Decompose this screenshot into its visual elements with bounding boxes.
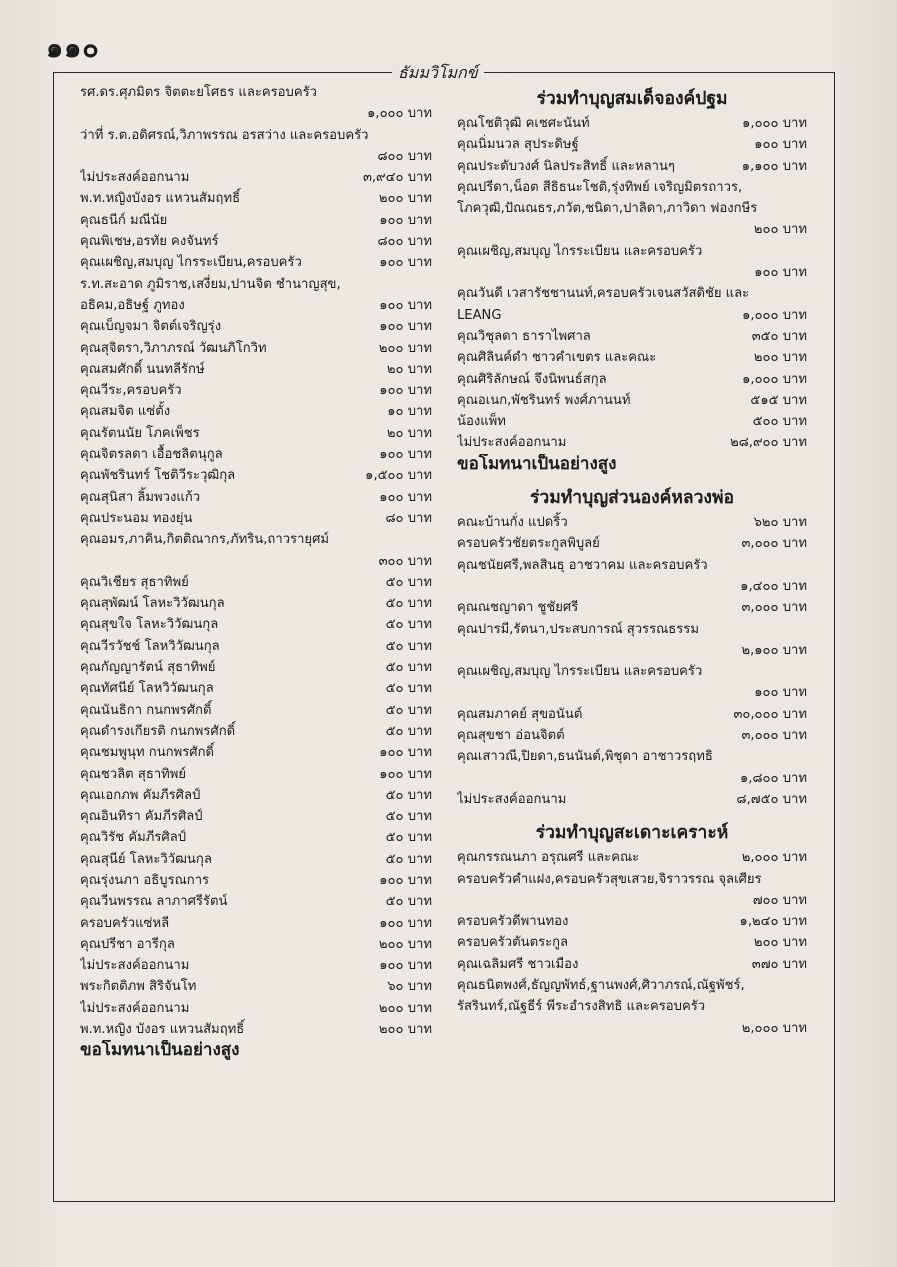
donation-amount: ๑,๐๐๐ บาท bbox=[742, 116, 807, 131]
donor-name: คุณกัญญารัตน์ สุธาทิพย์ bbox=[80, 660, 216, 676]
donation-amount: ๒๐๐ บาท bbox=[378, 1022, 432, 1038]
donor-entry bbox=[457, 932, 807, 953]
donor-name: LEANG bbox=[457, 307, 502, 323]
donor-entry bbox=[457, 347, 807, 368]
donor-entry bbox=[80, 167, 432, 188]
donor-name: คุณศิลินค์ดำ ชาวคำเขตร และคณะ bbox=[457, 350, 657, 366]
donor-entry bbox=[80, 359, 432, 380]
donation-amount: ๒๐๐ บาท bbox=[753, 222, 807, 238]
donor-name: คุณนันธิกา กนกพรศักดิ์ bbox=[80, 702, 212, 718]
donation-amount: ๘๐๐ บาท bbox=[377, 148, 432, 164]
donor-name: คุณจิตรลดา เอื้อชลิตนุกูล bbox=[80, 447, 223, 463]
donor-entry bbox=[457, 789, 807, 810]
donor-entry bbox=[457, 704, 807, 725]
donation-amount: ๑๐ บาท bbox=[387, 404, 432, 420]
donor-name: ครอบครัวดีพานทอง bbox=[457, 914, 569, 930]
donor-entry bbox=[80, 870, 432, 891]
donor-entry bbox=[80, 188, 432, 209]
donation-amount: ๕๐ บาท bbox=[385, 851, 432, 867]
donor-name: คุณทัศนีย์ โลหวิวัฒนกุล bbox=[80, 681, 214, 697]
donation-amount: ๓,๐๐๐ บาท bbox=[741, 728, 807, 744]
donor-entry bbox=[457, 911, 807, 932]
donor-name: คุณกรรณนภา อรุณศรี และคณะ bbox=[457, 850, 640, 866]
donor-name: คุณดำรงเกียรติ กนกพรศักดิ์ bbox=[80, 723, 236, 739]
donor-name: คุณพัชรินทร์ โชติวีระวุฒิกุล bbox=[80, 468, 236, 484]
donor-entry bbox=[457, 113, 807, 134]
donor-entry bbox=[80, 636, 432, 657]
donor-name: น้องแพ็ท bbox=[457, 414, 506, 430]
donor-name: คุณธนีก์ มณีนัย bbox=[80, 212, 168, 228]
donor-name: คุณวิเชียร สุธาทิพย์ bbox=[80, 574, 189, 590]
donor-entry bbox=[457, 134, 807, 155]
donation-amount: ๕๐ บาท bbox=[385, 638, 432, 654]
donor-name: คุณเอกภพ คัมภีรศิลป์ bbox=[80, 787, 201, 803]
running-head: ธัมมวิโมกข์ bbox=[392, 61, 484, 86]
donor-name: คุณสุขใจ โลหะวิวัฒนกุล bbox=[80, 617, 219, 633]
donation-amount: ๑๐๐ บาท bbox=[379, 447, 432, 463]
right-column bbox=[457, 82, 807, 1039]
donor-entry bbox=[80, 338, 432, 359]
donation-amount: ๓,๙๔๐ บาท bbox=[362, 170, 432, 186]
donation-amount: ๕๑๕ บาท bbox=[750, 392, 807, 408]
donor-entry bbox=[80, 849, 432, 870]
section3-donor-list bbox=[457, 847, 807, 1039]
donor-name: ร.ท.สะอาด ภูมิราช,เสงี่ยม,ปานจิต ชำนาญสุข, bbox=[80, 276, 341, 292]
donor-name: คุณสมศักดิ์ นนทลีรักษ์ bbox=[80, 361, 205, 377]
donation-amount: ๒๐ บาท bbox=[386, 425, 432, 441]
left-donor-list bbox=[80, 82, 432, 1040]
donation-amount: ๒๐๐ บาท bbox=[378, 1000, 432, 1016]
donor-entry bbox=[457, 369, 807, 390]
donor-entry bbox=[80, 593, 432, 614]
donor-entry bbox=[457, 156, 807, 177]
donor-name: คุณสุนิสา ลิ้มพวงแก้ว bbox=[80, 489, 201, 505]
donor-entry bbox=[457, 725, 807, 746]
donor-name: ไม่ประสงค์ออกนาม bbox=[80, 1000, 190, 1016]
donor-entry bbox=[457, 890, 807, 911]
donor-name: ครอบครัวตันตระกูล bbox=[457, 935, 569, 951]
donor-entry bbox=[80, 891, 432, 912]
donor-name: คุณวีระ,ครอบครัว bbox=[80, 383, 182, 399]
donor-entry bbox=[457, 954, 807, 975]
donation-amount: ๑๐๐ บาท bbox=[379, 915, 432, 931]
donor-entry bbox=[80, 401, 432, 422]
donation-amount: ๕๐ บาท bbox=[385, 574, 432, 590]
donor-name: คณะบ้านกั่ง แปดริ้ว bbox=[457, 515, 568, 531]
donor-entry bbox=[80, 146, 432, 167]
donation-amount: ๑๐๐ บาท bbox=[379, 766, 432, 782]
donor-name: คุณสุพัฒน์ โลหะวิวัฒนกุล bbox=[80, 596, 225, 612]
donor-name: คุณชวลิต สุธาทิพย์ bbox=[80, 766, 187, 782]
donation-amount: ๑๐๐ บาท bbox=[379, 297, 432, 313]
donor-name: คุณปารมี,รัตนา,ประสบการณ์ สุวรรณธรรม bbox=[457, 621, 699, 637]
donation-amount: ๒๐๐ บาท bbox=[753, 350, 807, 366]
donation-amount: ๗๐๐ บาท bbox=[752, 892, 807, 908]
donor-name: คุณเบ็ญจมา จิตต์เจริญรุ่ง bbox=[80, 319, 222, 335]
donation-amount: ๒๐๐ บาท bbox=[753, 935, 807, 951]
donation-amount: ๑๐๐ บาท bbox=[379, 255, 432, 271]
donor-entry bbox=[80, 657, 432, 678]
donor-entry bbox=[457, 432, 807, 453]
donor-name: คุณเฉลิมศรี ชาวเมือง bbox=[457, 956, 579, 972]
donor-name: พ.ท.หญิง บังอร แหวนสัมฤทธิ์ bbox=[80, 1022, 245, 1038]
donation-amount: ๓๕๐ บาท bbox=[751, 328, 807, 344]
donor-entry bbox=[80, 295, 432, 316]
donation-amount: ๓,๐๐๐ บาท bbox=[741, 536, 807, 552]
donation-amount: ๑,๔๐๐ บาท bbox=[740, 578, 807, 594]
donation-amount: ๑๐๐ บาท bbox=[379, 212, 432, 228]
donation-amount: ๕๐ บาท bbox=[385, 596, 432, 612]
donor-name: คุณประนอม ทองยุ่น bbox=[80, 510, 193, 526]
donation-amount: ๒๐๐ บาท bbox=[378, 191, 432, 207]
donor-name: คุณอมร,ภาคิน,กิตติณากร,ภัทริน,ถาวรายุศม์ bbox=[80, 532, 330, 548]
donor-name: คุณชมพูนุท กนกพรศักดิ์ bbox=[80, 745, 215, 761]
donation-amount: ๘๐๐ บาท bbox=[377, 234, 432, 250]
donor-name: คุณเผชิญ,สมบุญ ไกรระเบียน,ครอบครัว bbox=[80, 255, 302, 271]
donation-amount: ๓๐,๐๐๐ บาท bbox=[733, 706, 807, 722]
donor-entry bbox=[457, 512, 807, 533]
donation-amount: ๑,๑๐๐ บาท bbox=[741, 158, 807, 174]
donor-entry bbox=[80, 316, 432, 337]
donor-entry bbox=[457, 241, 807, 262]
donor-entry bbox=[457, 219, 807, 240]
donor-entry bbox=[80, 913, 432, 934]
donor-entry bbox=[80, 785, 432, 806]
donation-amount: ๑,๘๐๐ บาท bbox=[739, 770, 807, 786]
donor-name: คุณวิรัช คัมภีรศิลป์ bbox=[80, 830, 187, 846]
donor-name: ครอบครัวชัยตระกูลพิบูลย์ bbox=[457, 536, 600, 552]
donor-name: ไม่ประสงค์ออกนาม bbox=[80, 958, 190, 974]
donor-entry bbox=[457, 847, 807, 868]
donor-name: ว่าที่ ร.ต.อดิศรณ์,วิภาพรรณ อรสว่าง และครอบครัว bbox=[80, 127, 369, 143]
donation-amount: ๒,๐๐๐ บาท bbox=[741, 850, 807, 866]
donation-amount: ๑,๕๐๐ บาท bbox=[365, 468, 432, 484]
donor-entry bbox=[80, 976, 432, 997]
donation-amount: ๘๐ บาท bbox=[385, 510, 432, 526]
donor-entry bbox=[457, 996, 807, 1017]
donor-entry bbox=[80, 465, 432, 486]
donor-name: รศ.ดร.ศุภมิตร จิตตะยโศธร และครอบครัว bbox=[80, 85, 317, 100]
donor-name: คุณเผชิญ,สมบุญ ไกรระเบียน และครอบครัว bbox=[457, 243, 703, 259]
donation-amount: ๑๐๐ บาท bbox=[754, 265, 807, 281]
donor-entry bbox=[457, 411, 807, 432]
donor-name: พ.ท.หญิงบังอร แหวนสัมฤทธิ์ bbox=[80, 191, 241, 207]
donor-name: คุณรุ่งนภา อธิบูรณการ bbox=[80, 872, 210, 888]
donation-amount: ๓๐๐ บาท bbox=[378, 553, 432, 569]
donation-amount: ๕๐๐ บาท bbox=[752, 414, 807, 430]
donor-name: คุณวีรวัชช์ โลหวิวัฒนกุล bbox=[80, 638, 220, 654]
donor-entry bbox=[80, 572, 432, 593]
donation-amount: ๕๐ บาท bbox=[385, 723, 432, 739]
donor-name: คุณประดับวงศ์ นิลประสิทธิ์ และหลานๆ bbox=[457, 158, 675, 174]
donor-name: ไม่ประสงค์ออกนาม bbox=[80, 170, 190, 186]
donor-entry bbox=[457, 533, 807, 554]
donor-entry bbox=[80, 998, 432, 1019]
donor-entry bbox=[457, 661, 807, 682]
donor-name: ไม่ประสงค์ออกนาม bbox=[457, 435, 567, 451]
donor-entry bbox=[457, 768, 807, 789]
left-closing: ขอโมทนาเป็นอย่างสูง bbox=[80, 1040, 240, 1061]
donor-name: คุณอเนก,พัชรินทร์ พงศ์ภานนท์ bbox=[457, 392, 631, 408]
donor-name: คุณนิ่มนวล สุประดิษฐ์ bbox=[457, 137, 579, 153]
donor-entry bbox=[80, 806, 432, 827]
donation-amount: ๒๐๐ บาท bbox=[378, 936, 432, 952]
donor-name: คุณรัตนนัย โภคเพ็ชร bbox=[80, 425, 200, 441]
donation-amount: ๕๐ บาท bbox=[385, 830, 432, 846]
donor-entry bbox=[80, 614, 432, 635]
donation-amount: ๒๘,๙๐๐ บาท bbox=[730, 435, 807, 451]
donor-name: คุณวีนพรรณ ลาภาศรีรัตน์ bbox=[80, 894, 228, 910]
donor-entry bbox=[457, 177, 807, 198]
donor-entry bbox=[80, 721, 432, 742]
donor-entry bbox=[457, 597, 807, 618]
donor-name: คุณปรีดา,น็อต สีธิธนะโชติ,รุ่งทิพย์ เจริญมิตรถาวร, bbox=[457, 179, 743, 195]
donor-entry bbox=[457, 390, 807, 411]
donor-name: คุณชนัยศรี,พลสินธุ อาชวาคม และครอบครัว bbox=[457, 557, 708, 573]
donor-entry bbox=[457, 682, 807, 703]
section1-donor-list bbox=[457, 113, 807, 454]
donation-amount: ๒๐ บาท bbox=[386, 361, 432, 377]
donation-amount: ๑๐๐ บาท bbox=[379, 872, 432, 888]
donor-entry bbox=[80, 529, 432, 550]
donor-name: คุณสมจิต แซ่ตั้ง bbox=[80, 404, 171, 420]
donation-amount: ๑,๐๐๐ บาท bbox=[367, 106, 432, 122]
section2-title: ร่วมทำบุญส่วนองค์หลวงพ่อ bbox=[529, 488, 735, 509]
donation-amount: ๕๐ บาท bbox=[385, 660, 432, 676]
donation-amount: ๒,๐๐๐ บาท bbox=[741, 1020, 807, 1036]
page-number: ๑๑๐ bbox=[46, 33, 100, 64]
donation-amount: ๑,๐๐๐ บาท bbox=[742, 307, 807, 323]
donation-amount: ๕๐ บาท bbox=[385, 617, 432, 633]
donation-amount: ๕๐ บาท bbox=[385, 894, 432, 910]
section1-closing: ขอโมทนาเป็นอย่างสูง bbox=[457, 453, 617, 474]
donor-entry bbox=[457, 305, 807, 326]
donor-name: คุณสุนีย์ โลหะวิวัฒนกุล bbox=[80, 851, 212, 867]
donor-entry bbox=[80, 678, 432, 699]
donation-amount: ๑๐๐ บาท bbox=[754, 137, 807, 153]
donor-entry bbox=[80, 274, 432, 295]
donation-amount: ๕๐ บาท bbox=[385, 787, 432, 803]
donation-amount: ๑๐๐ บาท bbox=[379, 489, 432, 505]
donor-entry bbox=[80, 444, 432, 465]
donor-name: ครอบครัวแซ่หลี bbox=[80, 915, 170, 931]
donor-name: ไม่ประสงค์ออกนาม bbox=[457, 791, 567, 807]
donor-entry bbox=[80, 764, 432, 785]
left-column bbox=[80, 82, 432, 1062]
donor-entry bbox=[80, 252, 432, 273]
donor-name: คุณสุขชา อ่อนจิตต์ bbox=[457, 728, 565, 744]
donor-entry bbox=[80, 827, 432, 848]
donor-name: อธิคม,อธิษฐ์ ภูทอง bbox=[80, 297, 185, 313]
donor-entry bbox=[80, 934, 432, 955]
donation-amount: ๑๐๐ บาท bbox=[379, 383, 432, 399]
donation-amount: ๕๐ บาท bbox=[385, 702, 432, 718]
donor-entry bbox=[457, 262, 807, 283]
donor-entry bbox=[457, 283, 807, 304]
donor-entry bbox=[457, 576, 807, 597]
donor-entry bbox=[457, 975, 807, 996]
donor-entry bbox=[80, 1019, 432, 1040]
donor-entry bbox=[80, 742, 432, 763]
donation-amount: ๖๐ บาท bbox=[387, 979, 432, 995]
donor-entry bbox=[80, 125, 432, 146]
donor-entry bbox=[80, 487, 432, 508]
donation-amount: ๖๒๐ บาท bbox=[753, 515, 807, 531]
donor-name: คุณโชติวุฒิ คเชศะนันท์ bbox=[457, 116, 590, 131]
donation-amount: ๕๐ บาท bbox=[385, 681, 432, 697]
donor-name: คุณวิชุลดา ธาราไพศาล bbox=[457, 328, 591, 344]
donor-name: คุณปรีชา อารีกุล bbox=[80, 936, 175, 952]
donor-name: รัสรินทร์,ณัฐธีร์ พีระอำรงสิทธิ และครอบครัว bbox=[457, 999, 706, 1015]
donor-name: คุณธนิตพงศ์,ธัญญพัทธ์,ฐานพงศ์,ศิวาภรณ์,ณัฐพัชร์, bbox=[457, 977, 745, 993]
donor-entry bbox=[80, 700, 432, 721]
donor-entry bbox=[80, 508, 432, 529]
donation-amount: ๑,๐๐๐ บาท bbox=[742, 371, 807, 387]
donation-amount: ๕๐ บาท bbox=[385, 809, 432, 825]
donation-amount: ๑๐๐ บาท bbox=[379, 319, 432, 335]
donor-entry bbox=[80, 82, 432, 103]
donor-entry bbox=[80, 551, 432, 572]
donation-amount: ๓,๐๐๐ บาท bbox=[741, 600, 807, 616]
donor-entry bbox=[80, 380, 432, 401]
donor-entry bbox=[80, 231, 432, 252]
donor-name: คุณสมภาคย์ สุขอนันต์ bbox=[457, 706, 583, 722]
donor-name: โภควุฒิ,ปัณณธร,ภวัต,ชนิดา,ปาลิดา,ภาวิดา ฟองกษีร bbox=[457, 201, 758, 217]
donor-entry bbox=[457, 555, 807, 576]
donor-name: คุณสุจิตรา,วิภาภรณ์ วัฒนภิโกวิท bbox=[80, 340, 267, 356]
donor-entry bbox=[457, 640, 807, 661]
donor-name: คุณณชญาดา ชูชัยศรี bbox=[457, 600, 579, 616]
donor-entry bbox=[457, 198, 807, 219]
donation-amount: ๘,๗๕๐ บาท bbox=[736, 791, 807, 807]
donor-entry bbox=[80, 423, 432, 444]
donor-name: คุณศิริลักษณ์ จึงนิพนธ์สกุล bbox=[457, 371, 607, 387]
donor-entry bbox=[80, 210, 432, 231]
donation-amount: ๒,๑๐๐ บาท bbox=[741, 642, 807, 658]
donor-name: คุณเผชิญ,สมบุญ ไกรระเบียน และครอบครัว bbox=[457, 664, 703, 680]
section3-title: ร่วมทำบุญสะเดาะเคราะห์ bbox=[535, 823, 729, 844]
donation-amount: ๑๐๐ บาท bbox=[379, 958, 432, 974]
donor-entry bbox=[457, 869, 807, 890]
donor-name: ครอบครัวคำแฝง,ครอบครัวสุขเสวย,จิราวรรณ จุลเศียร bbox=[457, 871, 762, 887]
donation-amount: ๑๐๐ บาท bbox=[379, 745, 432, 761]
donor-entry bbox=[80, 103, 432, 124]
section2-donor-list bbox=[457, 512, 807, 810]
donation-amount: ๓๗๐ บาท bbox=[751, 956, 807, 972]
donation-amount: ๑๐๐ บาท bbox=[754, 685, 807, 701]
donor-name: พระกิตติภพ สิริจันโท bbox=[80, 979, 197, 995]
donor-entry bbox=[80, 955, 432, 976]
donor-name: คุณเสาวณี,ปิยดา,ธนนันต์,พิชุดา อาชาวรฤทธิ bbox=[457, 749, 713, 765]
section1-title: ร่วมทำบุญสมเด็จองค์ปฐม bbox=[536, 89, 728, 109]
donation-amount: ๑,๒๔๐ บาท bbox=[739, 914, 807, 930]
donor-entry bbox=[457, 619, 807, 640]
donor-name: คุณพิเชษ,อรทัย คงจันทร์ bbox=[80, 234, 219, 250]
donation-amount: ๒๐๐ บาท bbox=[378, 340, 432, 356]
donor-entry bbox=[457, 1018, 807, 1039]
donor-entry bbox=[457, 746, 807, 767]
donor-entry bbox=[457, 326, 807, 347]
donor-name: คุณวันดี เวสารัชชานนท์,ครอบครัวเจนสวัสดิชัย และ bbox=[457, 286, 750, 302]
donor-name: คุณอินทิรา คัมภีรศิลป์ bbox=[80, 809, 203, 825]
